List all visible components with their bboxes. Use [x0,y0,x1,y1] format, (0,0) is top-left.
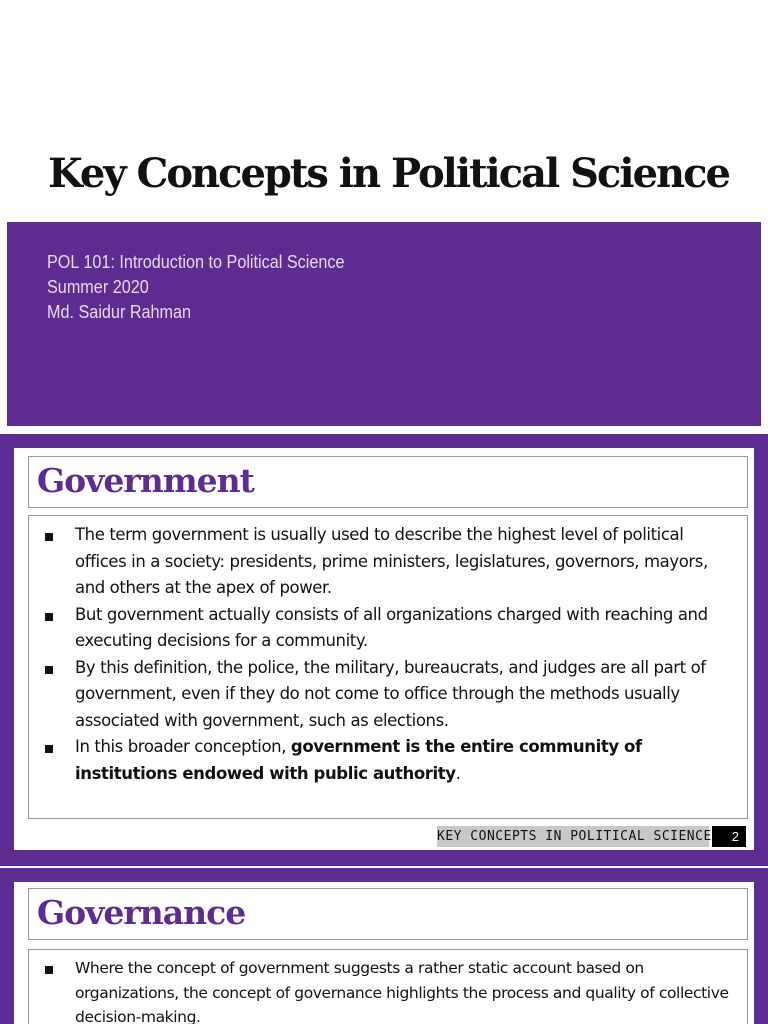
slide-heading-box [28,888,748,940]
page-title: Key Concepts in Political Science [48,150,729,197]
bullet-text-tail: . [455,763,461,783]
slide-governance [0,868,768,1024]
slide-heading: Government [37,461,254,500]
square-bullet-icon [45,613,53,621]
bullet-text-lead: In this broader conception, [75,737,291,756]
instructor-name: Md. Saidur Rahman [47,302,192,322]
bullet-list [43,956,733,1024]
slide-content-box [28,949,748,1024]
slide-content-box [28,515,748,819]
bullet-text: The term government is usually used to describe the highest level of political offices in a society: presidents, prime ministers, legislatures, governors, mayors, and others at the apex of power. [75,525,708,597]
slide-heading: Governance [37,893,246,932]
slide-heading-box [28,456,748,508]
square-bullet-icon [45,966,53,974]
course-name: POL 101: Introduction to Political Science [47,252,345,272]
title-slide [0,0,768,222]
square-bullet-icon [45,745,53,753]
title-band [7,222,761,426]
bullet-item [43,522,733,602]
bullet-item [43,956,733,1024]
slide-government [0,434,768,866]
square-bullet-icon [45,533,53,541]
footer-label: KEY CONCEPTS IN POLITICAL SCIENCE [437,826,709,847]
bullet-item [43,655,733,735]
bullet-item [43,602,733,655]
bullet-text-bold: government is the entire community of institutions endowed with public authority [75,737,642,783]
bullet-text: But government actually consists of all organizations charged with reaching and executing decisions for a community. [75,604,708,650]
slide-body [14,448,754,850]
bullet-text: By this definition, the police, the military, bureaucrats, and judges are all part of government, even if they do not come to office through the methods usually associated with government, such as elections. [75,657,706,730]
bullet-text: Where the concept of government suggests a rather static account based on organizations, the concept of governance highlights the process and quality of collective decision-making. [75,959,729,1024]
subtitle-block [47,250,378,325]
square-bullet-icon [45,666,53,674]
page-number: 2 [712,826,746,847]
slide-body [14,882,754,1024]
bullet-list [43,522,733,787]
term: Summer 2020 [47,277,149,297]
bullet-item [43,734,733,787]
